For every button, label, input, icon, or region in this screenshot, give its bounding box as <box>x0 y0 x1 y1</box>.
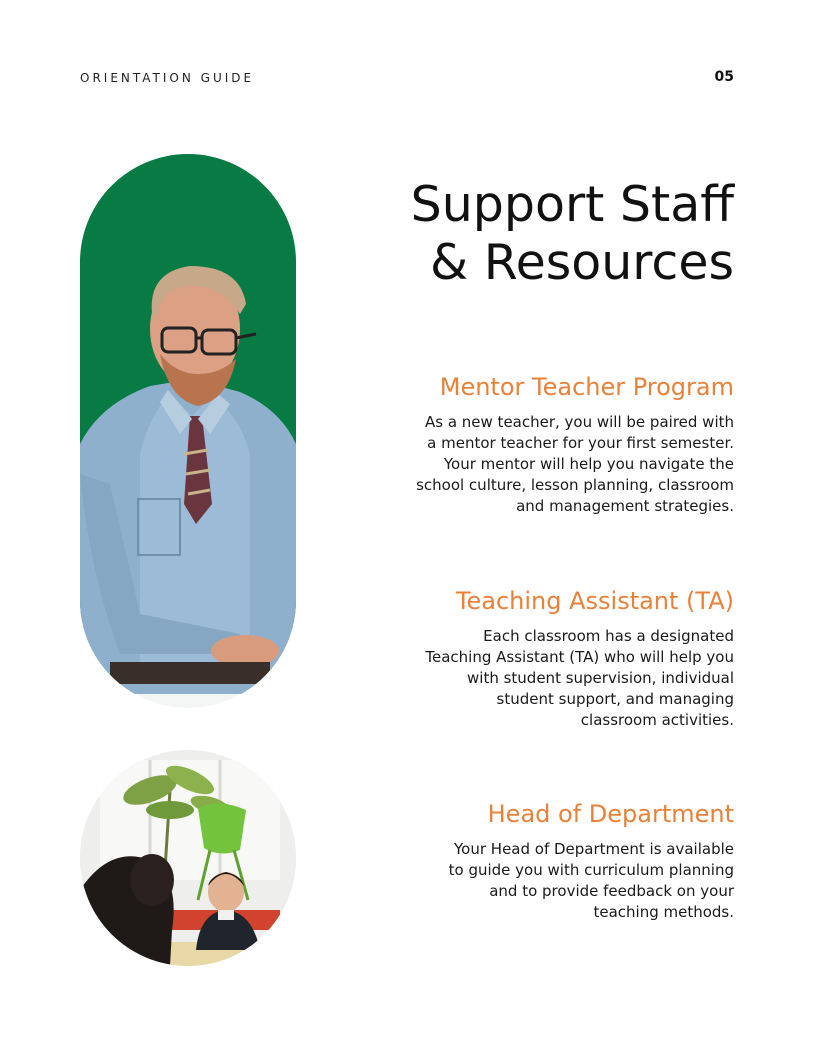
body-line: school culture, lesson planning, classroom <box>416 476 734 494</box>
section-heading: Teaching Assistant (TA) <box>455 587 734 615</box>
body-line: Teaching Assistant (TA) who will help you <box>425 648 734 666</box>
section-head-of-department <box>374 799 734 923</box>
section-heading: Mentor Teacher Program <box>439 373 734 401</box>
section-body <box>374 626 734 731</box>
teacher-photo <box>80 154 296 708</box>
section-body <box>374 412 734 517</box>
body-line: Your mentor will help you navigate the <box>443 455 734 473</box>
page-title <box>314 176 734 292</box>
header-label: ORIENTATION GUIDE <box>80 71 255 85</box>
title-line-1: Support Staff <box>410 176 734 233</box>
section-heading: Head of Department <box>487 800 734 828</box>
body-line: teaching methods. <box>593 903 734 921</box>
body-line: a mentor teacher for your first semester. <box>427 434 734 452</box>
body-line: classroom activities. <box>580 711 734 729</box>
classroom-photo <box>80 750 296 966</box>
body-line: As a new teacher, you will be paired with <box>424 413 734 431</box>
body-line: Each classroom has a designated <box>483 627 734 645</box>
body-line: and to provide feedback on your <box>489 882 734 900</box>
title-line-2: & Resources <box>429 234 734 291</box>
body-line: student support, and managing <box>496 690 734 708</box>
body-line: to guide you with curriculum planning <box>448 861 734 879</box>
body-line: Your Head of Department is available <box>454 840 734 858</box>
section-body <box>374 839 734 923</box>
page-number: 05 <box>714 69 734 85</box>
section-mentor-teacher <box>374 372 734 517</box>
body-line: and management strategies. <box>516 497 734 515</box>
body-line: with student supervision, individual <box>467 669 734 687</box>
section-teaching-assistant <box>374 586 734 731</box>
